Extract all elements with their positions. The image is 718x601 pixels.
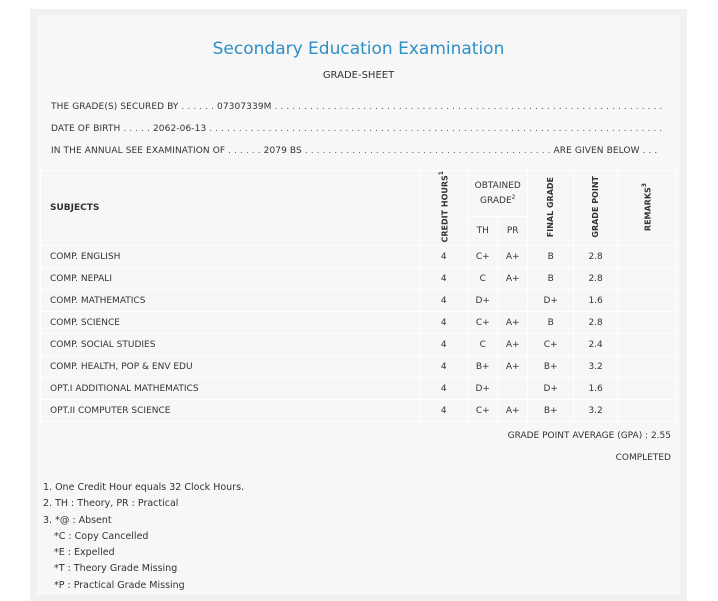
remarks-cell (618, 378, 676, 400)
secured-by-label: THE GRADE(S) SECURED BY (51, 102, 179, 112)
footnote: *E : Expelled (54, 547, 115, 559)
subject-cell: COMP. ENGLISH (41, 246, 420, 268)
practical-grade-cell: A+ (498, 312, 528, 334)
credit-hours-cell: 4 (420, 312, 468, 334)
practical-grade-cell (498, 290, 528, 312)
dob-value: 2062-06-13 (152, 124, 207, 134)
grade-sheet-panel (30, 9, 687, 601)
final-grade-cell: B (528, 312, 574, 334)
table-row (41, 356, 676, 378)
final-grade-cell: C+ (528, 334, 574, 356)
header-credit-hours: CREDIT HOURS$^1$ (420, 171, 468, 246)
final-grade-cell: B (528, 246, 574, 268)
remarks-cell (618, 356, 676, 378)
credit-hours-cell: 4 (420, 356, 468, 378)
header-remarks: REMARKS$^3$ (618, 171, 676, 246)
footnote: *C : Copy Cancelled (54, 530, 149, 542)
subject-cell: COMP. MATHEMATICS (41, 290, 420, 312)
grade-point-cell: 2.8 (574, 268, 618, 290)
grade-point-cell: 3.2 (574, 356, 618, 378)
final-grade-cell: B+ (528, 400, 574, 422)
exam-line: IN THE ANNUAL SEE EXAMINATION OF . . . . . . 2079 BS . . . . . . . . . . . . . . . . . . . . . . . . . . . . . . . . . . . . . . . . . . ARE GIVEN BELOW . . . (51, 146, 658, 156)
secured-by-line: THE GRADE(S) SECURED BY . . . . . . 07307339M . . . . . . . . . . . . . . . . . . . . . . . . . . . . . . . . . . . . . . . . . . . . . . . . . . . . . . . . . . . . . . . . . . (51, 102, 663, 112)
theory-grade-cell: C+ (468, 312, 498, 334)
subject-cell: OPT.I ADDITIONAL MATHEMATICS (41, 378, 420, 400)
grade-sheet-content (37, 15, 680, 595)
secured-by-value: 07307339M (217, 102, 272, 112)
header-final-grade: FINAL GRADE (528, 171, 574, 246)
practical-grade-cell: A+ (498, 268, 528, 290)
subject-cell: COMP. SOCIAL STUDIES (41, 334, 420, 356)
theory-grade-cell: B+ (468, 356, 498, 378)
final-grade-cell: B+ (528, 356, 574, 378)
page-title: Secondary Education Examination (212, 39, 505, 59)
credit-hours-cell: 4 (420, 400, 468, 422)
table-row (41, 378, 676, 400)
table-row (41, 334, 676, 356)
grade-point-cell: 2.8 (574, 246, 618, 268)
final-grade-cell: D+ (528, 290, 574, 312)
table-row (41, 290, 676, 312)
table-row (41, 268, 676, 290)
dob-label: DATE OF BIRTH (51, 124, 121, 134)
table-row (41, 312, 676, 334)
exam-label: IN THE ANNUAL SEE EXAMINATION OF (51, 146, 226, 156)
practical-grade-cell (498, 378, 528, 400)
theory-grade-cell: C+ (468, 400, 498, 422)
header-th: TH (468, 216, 498, 246)
practical-grade-cell: A+ (498, 356, 528, 378)
remarks-cell (618, 290, 676, 312)
credit-hours-cell: 4 (420, 290, 468, 312)
header-grade-point: GRADE POINT (574, 171, 618, 246)
remarks-cell (618, 246, 676, 268)
subject-cell: COMP. HEALTH, POP & ENV EDU (41, 356, 420, 378)
grade-point-cell: 2.8 (574, 312, 618, 334)
theory-grade-cell: C+ (468, 246, 498, 268)
footnote: *T : Theory Grade Missing (54, 563, 178, 575)
practical-grade-cell: A+ (498, 246, 528, 268)
subject-cell: COMP. SCIENCE (41, 312, 420, 334)
credit-hours-cell: 4 (420, 246, 468, 268)
final-grade-cell: D+ (528, 378, 574, 400)
table-row (41, 246, 676, 268)
credit-hours-cell: 4 (420, 334, 468, 356)
credit-hours-cell: 4 (420, 268, 468, 290)
remarks-cell (618, 334, 676, 356)
result-status: COMPLETED (615, 453, 671, 463)
footnote: *P : Practical Grade Missing (54, 579, 185, 591)
footnote: 1. One Credit Hour equals 32 Clock Hours. (43, 482, 245, 493)
header-obtained-grade: OBTAINED GRADE$^2$ (468, 171, 528, 217)
subject-cell: COMP. NEPALI (41, 268, 420, 290)
grade-point-cell: 3.2 (574, 400, 618, 422)
exam-suffix: ARE GIVEN BELOW . . . (553, 146, 658, 156)
footnote: 2. TH : Theory, PR : Practical (43, 498, 179, 510)
table-row (41, 400, 676, 422)
practical-grade-cell: A+ (498, 400, 528, 422)
footnotes (43, 480, 673, 594)
footnote: 3. *@ : Absent (43, 514, 112, 526)
theory-grade-cell: D+ (468, 290, 498, 312)
remarks-cell (618, 268, 676, 290)
grade-point-cell: 2.4 (574, 334, 618, 356)
theory-grade-cell: C (468, 268, 498, 290)
final-grade-cell: B (528, 268, 574, 290)
theory-grade-cell: C (468, 334, 498, 356)
header-pr: PR (498, 216, 528, 246)
dob-line: DATE OF BIRTH . . . . . 2062-06-13 . . . . . . . . . . . . . . . . . . . . . . . . . . . . . . . . . . . . . . . . . . . . . . . . . . . . . . . . . . . . . . . . . . . . . . . . . . . . . (51, 124, 663, 134)
grades-table (40, 170, 676, 422)
practical-grade-cell: A+ (498, 334, 528, 356)
credit-hours-cell: 4 (420, 378, 468, 400)
gpa-summary: GRADE POINT AVERAGE (GPA) : 2.55 (507, 431, 671, 441)
theory-grade-cell: D+ (468, 378, 498, 400)
grade-point-cell: 1.6 (574, 378, 618, 400)
grade-point-cell: 1.6 (574, 290, 618, 312)
remarks-cell (618, 312, 676, 334)
exam-value: 2079 BS (263, 146, 302, 156)
subject-cell: OPT.II COMPUTER SCIENCE (41, 400, 420, 422)
page-subtitle: GRADE-SHEET (322, 70, 395, 81)
remarks-cell (618, 400, 676, 422)
header-subjects: SUBJECTS (41, 171, 420, 246)
